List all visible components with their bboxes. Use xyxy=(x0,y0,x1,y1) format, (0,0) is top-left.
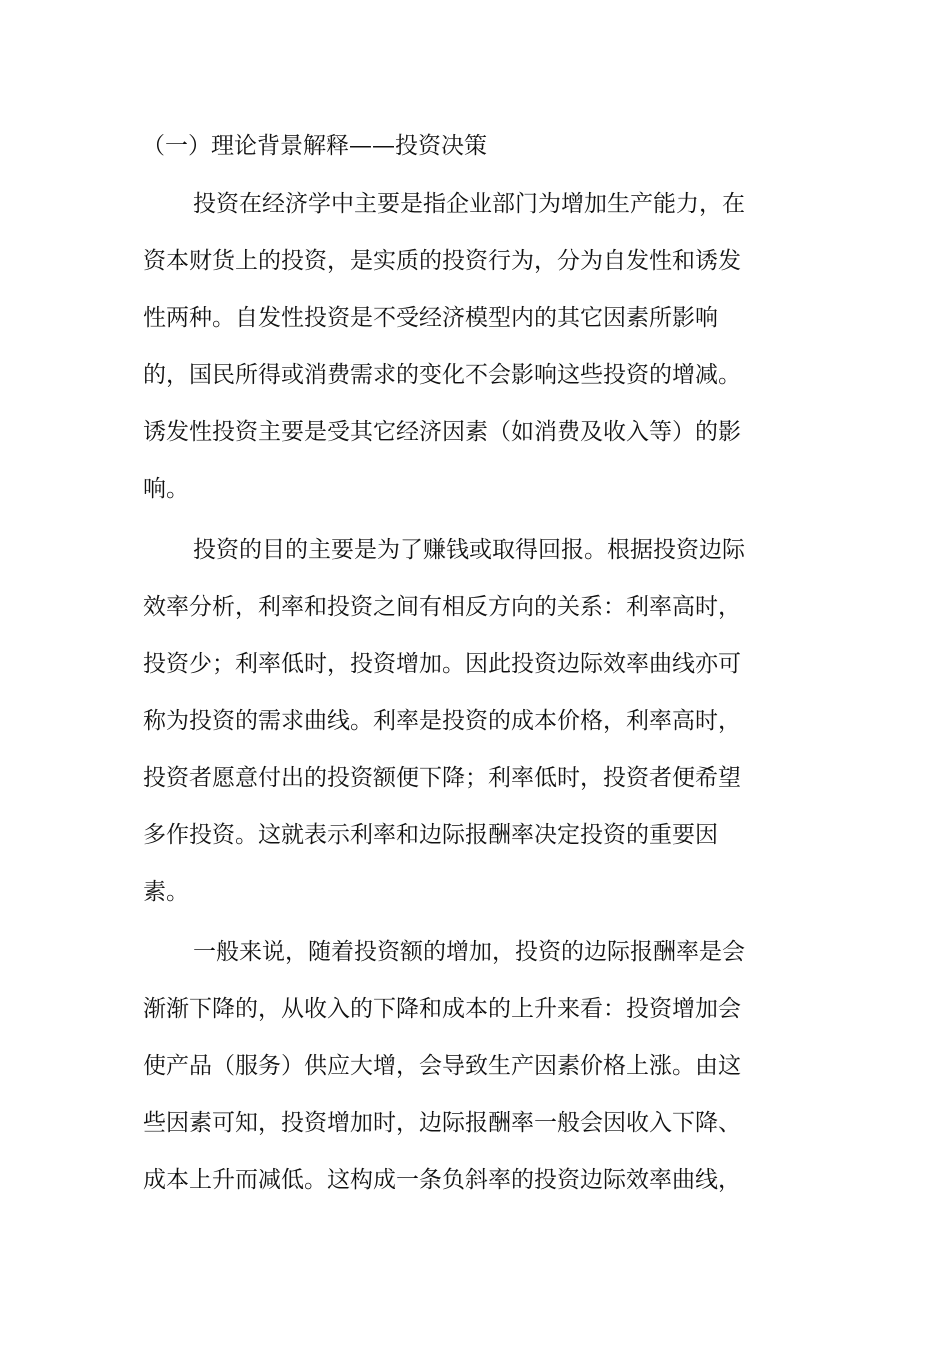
paragraph-line: 投资少；利率低时，投资增加。因此投资边际效率曲线亦可 xyxy=(143,651,741,677)
paragraph-line: 些因素可知，投资增加时，边际报酬率一般会因收入下降、 xyxy=(143,1110,741,1136)
paragraph-line: 多作投资。这就表示利率和边际报酬率决定投资的重要因 xyxy=(143,822,718,848)
paragraph-line: 响。 xyxy=(143,476,189,502)
paragraph-line: 效率分析，利率和投资之间有相反方向的关系：利率高时， xyxy=(143,594,741,620)
section-heading: （一）理论背景解释——投资决策 xyxy=(142,133,487,159)
paragraph-line: 一般来说，随着投资额的增加，投资的边际报酬率是会 xyxy=(193,939,745,965)
paragraph-line: 投资的目的主要是为了赚钱或取得回报。根据投资边际 xyxy=(193,537,745,563)
paragraph-line: 使产品（服务）供应大增，会导致生产因素价格上涨。由这 xyxy=(143,1053,741,1079)
paragraph-line: 诱发性投资主要是受其它经济因素（如消费及收入等）的影 xyxy=(143,419,741,445)
paragraph-line: 成本上升而减低。这构成一条负斜率的投资边际效率曲线， xyxy=(143,1167,741,1193)
paragraph-line: 素。 xyxy=(143,879,189,905)
paragraph-line: 投资在经济学中主要是指企业部门为增加生产能力，在 xyxy=(193,191,745,217)
paragraph-line: 资本财货上的投资，是实质的投资行为，分为自发性和诱发 xyxy=(143,248,741,274)
paragraph-line: 投资者愿意付出的投资额便下降；利率低时，投资者便希望 xyxy=(143,765,741,791)
paragraph-line: 称为投资的需求曲线。利率是投资的成本价格，利率高时， xyxy=(143,708,741,734)
paragraph-line: 渐渐下降的，从收入的下降和成本的上升来看：投资增加会 xyxy=(143,996,741,1022)
paragraph-line: 性两种。自发性投资是不受经济模型内的其它因素所影响 xyxy=(143,305,718,331)
paragraph-line: 的，国民所得或消费需求的变化不会影响这些投资的增减。 xyxy=(143,362,741,388)
